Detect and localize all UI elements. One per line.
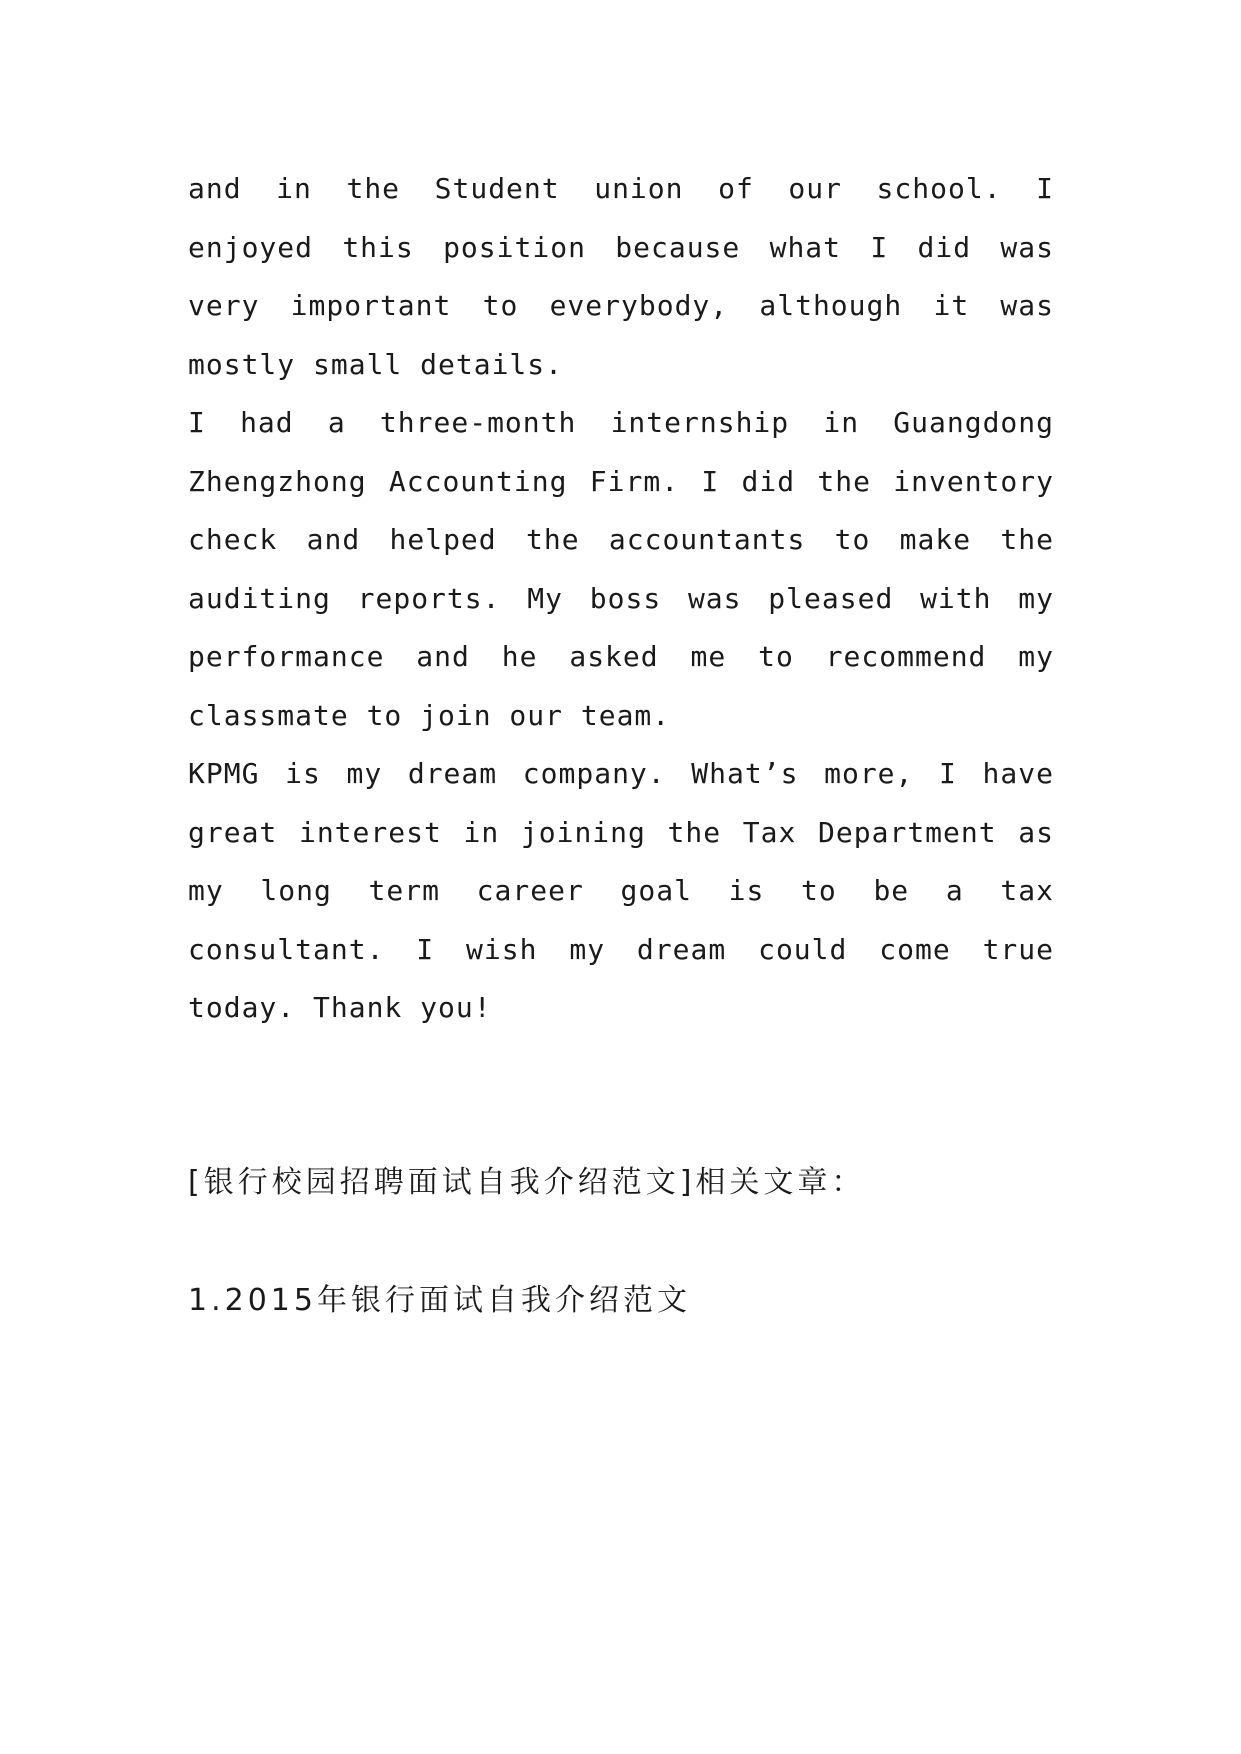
paragraph-student-union: and in the Student union of our school. I enjoyed this position because what I did was very important to everybody, although it was mostly small details. [188, 172, 1054, 381]
related-article-link[interactable]: 1.2015年银行面试自我介绍范文 [188, 1283, 691, 1318]
paragraph-internship: I had a three-month internship in Guangdong Zhengzhong Accounting Firm. I did the inventory check and helped the accountants to make the auditing reports. My boss was pleased with my performance and he asked me to recommend my classmate to join our team. [188, 406, 1054, 732]
related-articles-heading: [银行校园招聘面试自我介绍范文]相关文章： [188, 1165, 866, 1200]
paragraph-career-goal: KPMG is my dream company. What’s more, I have great interest in joining the Tax Department as my long term career goal is to be a tax consultant. I wish my dream could come true today. Thank you! [188, 757, 1054, 1024]
body-text [188, 160, 1054, 1038]
